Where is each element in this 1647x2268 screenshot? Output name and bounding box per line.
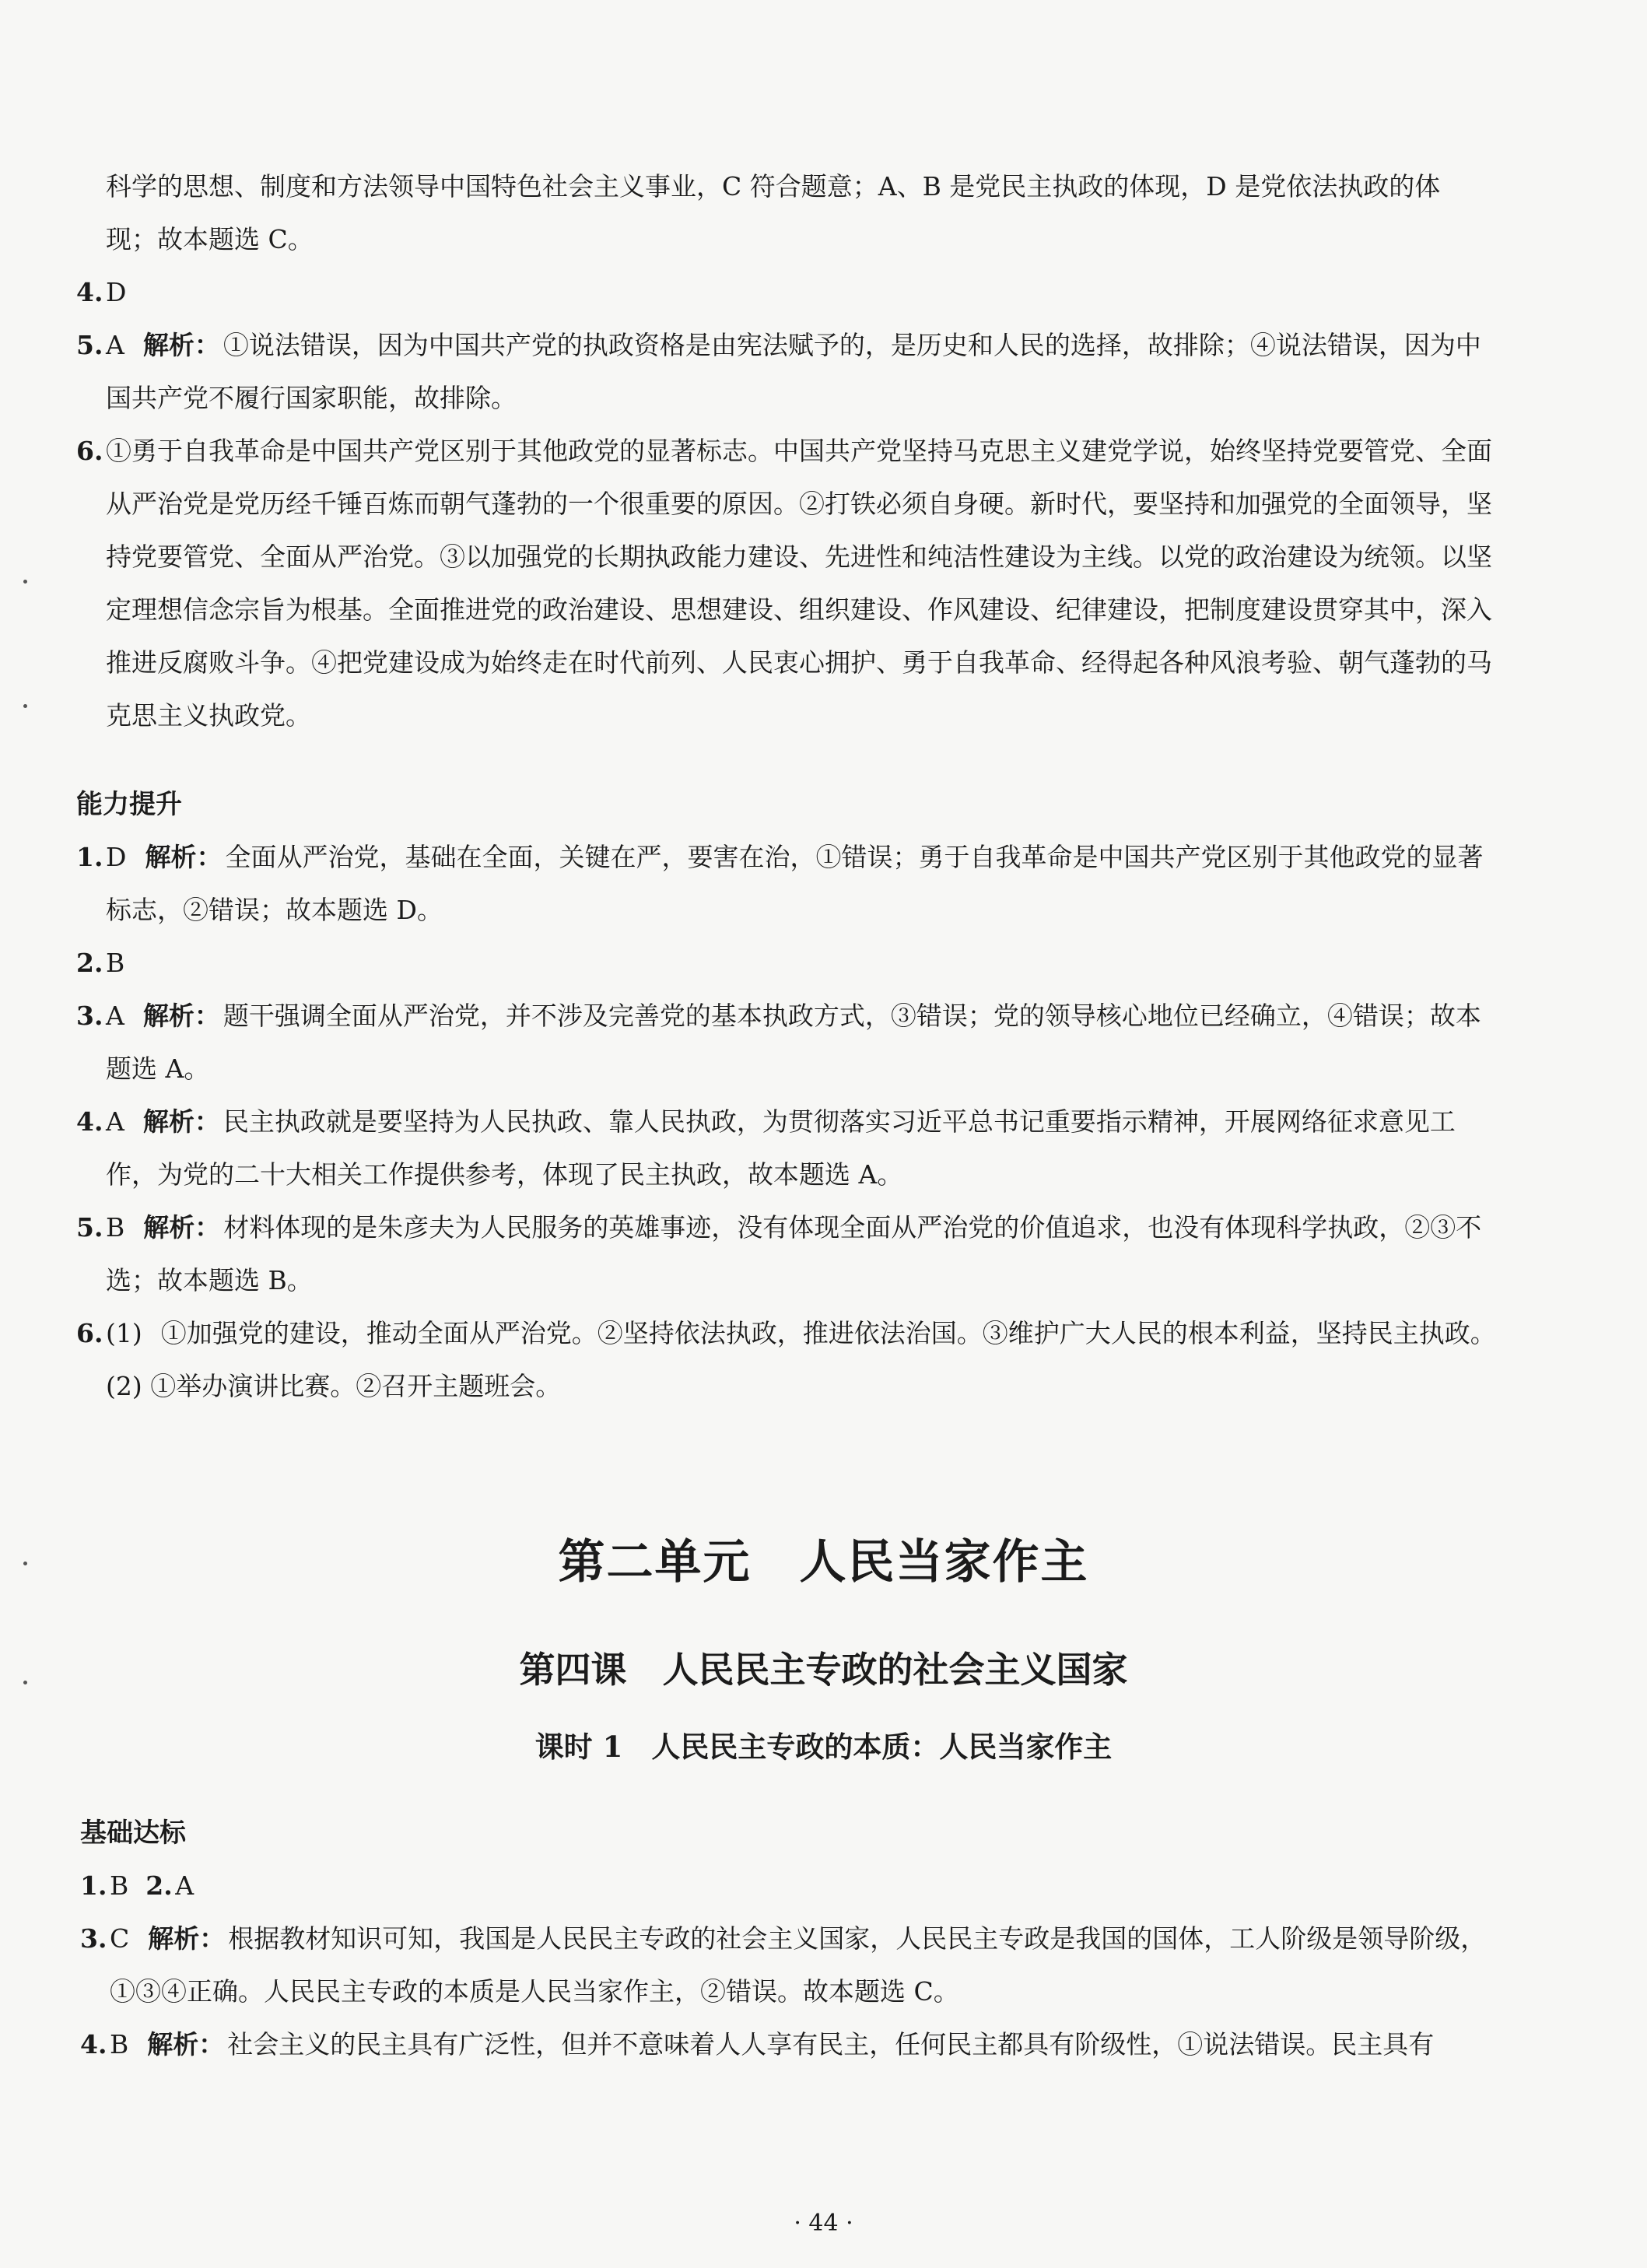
item-answer: A <box>106 330 124 360</box>
continuation-line-2: 现；故本题选 C。 <box>106 224 314 254</box>
scan-speck <box>23 580 27 584</box>
analysis-text: 根据教材知识可知，我国是人民民主专政的社会主义国家，人民民主专政是我国的国体，工人阶级是领导阶级，①③④正确。人民民主专政的本质是人民当家作主，②错误。故本题选 C。 <box>110 1923 1487 2007</box>
answer-text: ①勇于自我革命是中国共产党区别于其他政党的显著标志。中国共产党坚持马克思主义建党学说，始终坚持党要管党、全面从严治党是党历经千锤百炼而朝气蓬勃的一个很重要的原因。②打铁必须自身硬。新时代，要坚持和加强党的全面领导，坚持党要管党、全面从严治党。③以加强党的长期执政能力建设、先进性和纯洁性建设为主线。以党的政治建设为统领。以坚定理想信念宗旨为根基。全面推进党的政治建设、思想建设、组织建设、作风建设、纪律建设，把制度建设贯穿其中，深入推进反腐败斗争。④把党建设成为始终走在时代前列、人民衷心拥护、勇于自我革命、经得起各种风浪考验、朝气蓬勃的马克思主义执政党。 <box>106 436 1492 731</box>
item-answer: B <box>106 948 125 978</box>
analysis-text: 材料体现的是朱彦夫为人民服务的英雄事迹，没有体现全面从严治党的价值追求，也没有体现科学执政，②③不选；故本题选 B。 <box>106 1212 1482 1295</box>
item-answer: C <box>110 1923 130 1954</box>
answer-item <box>76 319 1500 425</box>
item-number: 3. <box>76 1001 103 1031</box>
answer-item <box>76 425 1500 742</box>
answer-item <box>76 1201 1500 1307</box>
item-number: 4. <box>76 1106 103 1137</box>
analysis-text: 题干强调全面从严治党，并不涉及完善党的基本执政方式，③错误；党的领导核心地位已经确立，④错误；故本题选 A。 <box>106 1001 1481 1084</box>
analysis-label: 解析： <box>147 2029 225 2059</box>
item-answer: A <box>175 1870 194 1901</box>
answer-item <box>76 1307 1500 1360</box>
answer-item <box>76 990 1500 1095</box>
answer-text: ①加强党的建设，推动全面从严治党。②坚持依法执政，推进依法治国。③维护广大人民的根本利益，坚持民主执政。 <box>160 1318 1496 1348</box>
item-answer: B <box>110 2029 129 2059</box>
item-answer: D <box>106 277 127 307</box>
item-number: 6. <box>76 1318 103 1348</box>
lesson-title: 第四课 人民民主专政的社会主义国家 <box>519 1649 1128 1691</box>
basic-section <box>80 1807 1504 2071</box>
answer-item <box>80 2018 1504 2071</box>
analysis-label: 解析： <box>142 1001 220 1031</box>
item-answer: B <box>110 1870 129 1901</box>
scan-speck <box>23 704 27 708</box>
analysis-label: 解析： <box>142 1106 220 1137</box>
analysis-text: ①说法错误，因为中国共产党的执政资格是由宪法赋予的，是历史和人民的选择，故排除；④说法错误，因为中国共产党不履行国家职能，故排除。 <box>106 330 1481 413</box>
item-number: 4. <box>80 2029 107 2059</box>
item-number: 2. <box>145 1870 173 1901</box>
unit-title: 第二单元 人民当家作主 <box>558 1535 1089 1590</box>
analysis-text: 社会主义的民主具有广泛性，但并不意味着人人享有民主，任何民主都具有阶级性，①说法错误。民主具有 <box>227 2029 1435 2059</box>
sub-answer: (2) ①举办演讲比赛。②召开主题班会。 <box>106 1371 562 1401</box>
item-number: 3. <box>80 1923 107 1954</box>
ability-section <box>76 778 1500 1413</box>
answer-item <box>76 831 1500 937</box>
section-heading: 能力提升 <box>76 789 182 820</box>
analysis-label: 解析： <box>145 842 223 872</box>
answer-item <box>76 266 1500 319</box>
continuation-line-1: 科学的思想、制度和方法领导中国特色社会主义事业，C 符合题意；A、B 是党民主执政的体现，D 是党依法执政的体 <box>106 171 1441 202</box>
item-number: 5. <box>76 330 103 360</box>
item-number: 2. <box>76 948 103 978</box>
analysis-label: 解析： <box>143 1212 221 1243</box>
section-heading: 基础达标 <box>80 1818 186 1849</box>
analysis-label: 解析： <box>148 1923 226 1954</box>
item-part-label: (1) <box>106 1318 142 1348</box>
item-number: 1. <box>80 1870 107 1901</box>
top-section <box>76 160 1500 742</box>
answer-item <box>80 1912 1504 2018</box>
item-answer: D <box>106 842 127 872</box>
page-number: · 44 · <box>794 2210 853 2237</box>
item-answer: A <box>106 1001 124 1031</box>
item-answer: A <box>106 1106 124 1137</box>
answer-line <box>80 1860 1504 1912</box>
answer-item <box>76 937 1500 990</box>
item-number: 6. <box>76 436 103 466</box>
answer-item <box>76 1095 1500 1201</box>
item-number: 1. <box>76 842 103 872</box>
analysis-text: 全面从严治党，基础在全面，关键在严，要害在治，①错误；勇于自我革命是中国共产党区别于其他政党的显著标志，②错误；故本题选 D。 <box>106 842 1484 925</box>
analysis-label: 解析： <box>142 330 220 360</box>
item-number: 5. <box>76 1212 103 1243</box>
item-number: 4. <box>76 277 103 307</box>
analysis-text: 民主执政就是要坚持为人民执政、靠人民执政，为贯彻落实习近平总书记重要指示精神，开展网络征求意见工作，为党的二十大相关工作提供参考，体现了民主执政，故本题选 A。 <box>106 1106 1456 1190</box>
item-answer: B <box>106 1212 125 1243</box>
period-title: 课时 1 人民民主专政的本质：人民当家作主 <box>534 1730 1113 1764</box>
